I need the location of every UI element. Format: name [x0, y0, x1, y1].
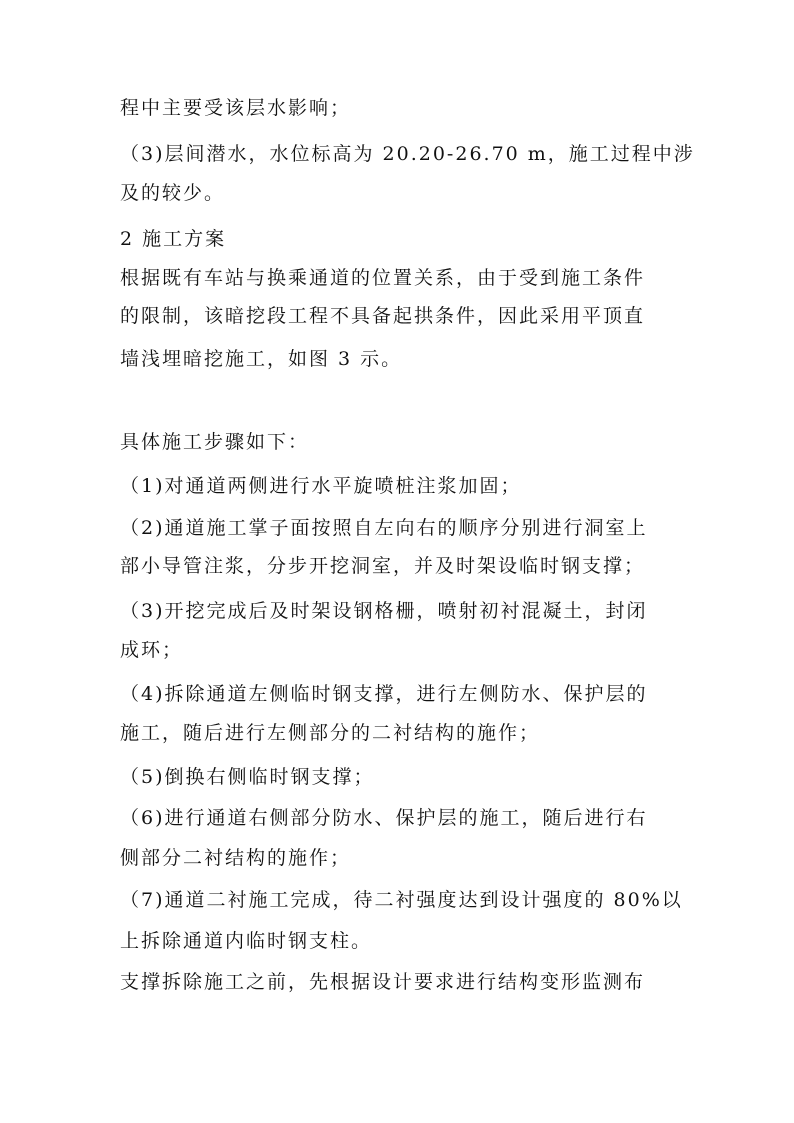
- list-item: （2)通道施工掌子面按照自左向右的顺序分别进行洞室上: [120, 517, 648, 539]
- list-item: （6)进行通道右侧部分防水、保护层的施工，随后进行右: [120, 807, 648, 829]
- text-line: 根据既有车站与换乘通道的位置关系，由于受到施工条件: [120, 267, 646, 289]
- list-item: （1)对通道两侧进行水平旋喷桩注浆加固；: [120, 475, 522, 497]
- list-item: （3)开挖完成后及时架设钢格栅，喷射初衬混凝土，封闭: [120, 600, 648, 622]
- section-heading: 2 施工方案: [120, 228, 227, 250]
- list-item: （4)拆除通道左侧临时钢支撑，进行左侧防水、保护层的: [120, 683, 648, 705]
- text-line: 具体施工步骤如下：: [120, 431, 310, 453]
- text-line: 上拆除通道内临时钢支柱。: [120, 930, 373, 952]
- text-line: 施工，随后进行左侧部分的二衬结构的施作；: [120, 722, 541, 744]
- text-line: 程中主要受该层水影响；: [120, 97, 352, 119]
- text-line: 的限制，该暗挖段工程不具备起拱条件，因此采用平顶直: [120, 305, 646, 327]
- text-line: 成环；: [120, 639, 184, 661]
- text-line: 侧部分二衬结构的施作；: [120, 847, 352, 869]
- list-item: （5)倒换右侧临时钢支撑；: [120, 766, 375, 788]
- text-line: 支撑拆除施工之前，先根据设计要求进行结构变形监测布: [120, 971, 646, 993]
- text-line: 墙浅埋暗挖施工，如图 3 示。: [120, 348, 403, 370]
- list-item: （7)通道二衬施工完成，待二衬强度达到设计强度的 80%以: [120, 889, 683, 911]
- text-line: 部小导管注浆，分步开挖洞室，并及时架设临时钢支撑；: [120, 555, 646, 577]
- text-line: 及的较少。: [120, 182, 226, 204]
- text-line: （3)层间潜水，水位标高为 20.20-26.70 m，施工过程中涉: [120, 143, 695, 165]
